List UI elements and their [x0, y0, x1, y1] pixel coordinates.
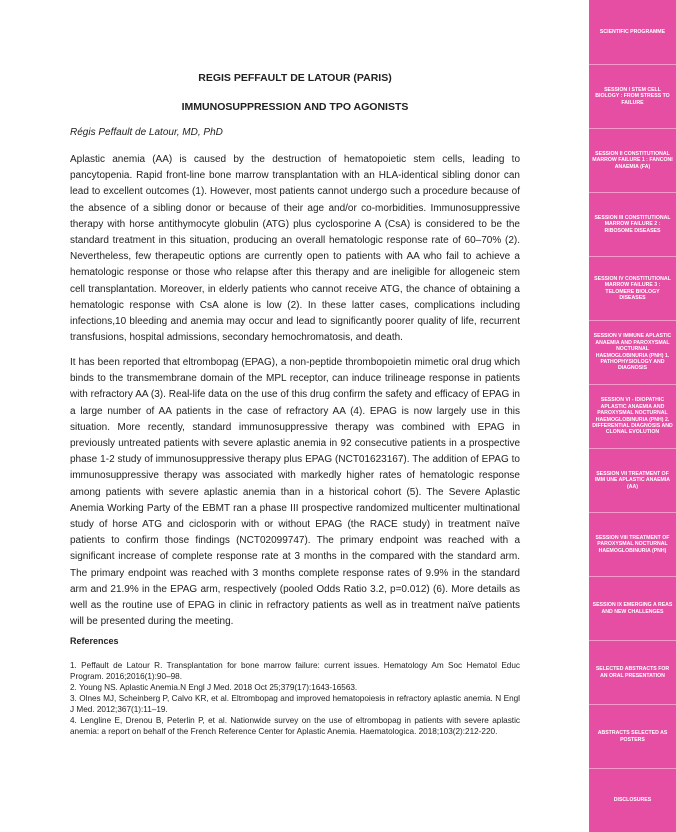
sidebar-item-session-5[interactable]: SESSION V IMMUNE APLASTIC ANAEMIA AND PAROXYSMAL NOCTURNAL HAEMOGLOBINURIA (PNH) 1. PATHOPHYSIOLOGY AND DIAGNOSIS: [589, 320, 676, 384]
abstract-paragraph-2: It has been reported that eltrombopag (EPAG), a non-peptide thrombopoietin mimetic oral drug which binds to the transmembrane domain of the MPL receptor, can induce trilineage response in patients with refractory AA (3). Real-life data on the use of this drug confirm the safety and efficacy of EPAG in a large number of AA patients in the case of refractory AA (4). EPAG is now largely use in this situation. More recently, standard immunosuppressive therapy was combined with EPAG in previously untreated patients with severe aplastic anemia in 92 consecutive patients in a prospective phase 1-2 study of immunosuppressive therapy plus EPAG (NCT01623167). The addition of EPAG to immunosuppressive therapy was associated with markedly higher rates of hematologic response among patients with severe aplastic anemia than in a historical cohort (5). The Severe Aplastic Anemia Working Party of the EBMT ran a phase III prospective randomized multicenter multinational study of horse ATG and ciclosporin with or without EPAG (the RACE study) in treatment naïve patients to confirm those findings (NCT02099747). The primary endpoint was reached with a significant increase of complete response rate at 3 months in the compared with the standard arm. The primary endpoint was reached with 3 months complete response rates of 9.9% in the standard arm and 21.9% in the EPAG arm, respectively (pooled Odds Ratio 3.2, p=0.012) (6). More details as well as the routine use of EPAG in clinic in refractory patients as well as in treatment naïve patients will be presented during the meeting.: [70, 357, 520, 628]
sidebar-item-session-4[interactable]: SESSION IV CONSTITUTIONAL MARROW FAILURE 3 : TELOMERE BIOLOGY DISEASES: [589, 256, 676, 320]
talk-title: IMMUNOSUPPRESSION AND TPO AGONISTS: [181, 101, 409, 113]
sidebar-item-session-3[interactable]: SESSION III CONSTITUTIONAL MARROW FAILURE 2 : RIBOSOME DISEASES: [589, 192, 676, 256]
reference-item: 3. Olnes MJ, Scheinberg P, Calvo KR, et al. Eltrombopag and improved hematopoiesis in refractory aplastic anemia. N Engl J Med. 2012;367(1):11–19.: [70, 694, 520, 714]
session-sidebar: [589, 0, 676, 832]
sidebar-item-session-1[interactable]: SESSION I STEM CELL BIOLOGY : FROM STRESS TO FAILURE: [589, 64, 676, 128]
sidebar-item-disclosures[interactable]: DISCLOSURES: [589, 768, 676, 832]
sidebar-item-session-9[interactable]: SESSION IX EMERGING A REAS AND NEW CHALLENGES: [589, 576, 676, 640]
references-heading: References: [70, 636, 119, 646]
abstract-paragraph-1: Aplastic anemia (AA) is caused by the destruction of hematopoietic stem cells, leading to pancytopenia. Rapid front-line bone marrow transplantation with an HLA-identical sibling donor can lead to excellent outcomes (1). However, most patients cannot undergo such a procedure because of the absence of a sibling donor or because of their age and/or co-morbidities. Immunosuppressive therapy with horse antithymocyte globulin (ATG) plus cyclosporine A (CsA) is considered to be the standard treatment in this situation, producing an overall hematologic response rate of 60–70% (2). Nevertheless, few therapeutic options are currently open to patients with AA who fail to achieve a hematologic response or those who relapse after this therapy and are ineligible for allogeneic stem cell transplantation. Moreover, in elderly patients who cannot receive ATG, the chance of obtaining a hematologic response with CsA alone is low (2). In these latter cases, complications including infections,10 bleeding and anemia may occur and lead to significantly poorer quality of life, recurrent transfusions, hospital admissions, secondary hemochromatosis, and death.: [70, 154, 520, 344]
sidebar-item-session-6[interactable]: SESSION VI - IDIOPATHIC APLASTIC ANAEMIA AND PAROXYSMAL NOCTURNAL HAEMOGLOBINURIA (PNH) 2. DIFFERENTIAL DIAGNOSIS AND CLONAL EVOLUTION: [589, 384, 676, 448]
sidebar-item-scientific-programme[interactable]: SCIENTIFIC PROGRAMME: [599, 28, 666, 35]
sidebar-item-abstracts-posters[interactable]: ABSTRACTS SELECTED AS POSTERS: [589, 704, 676, 768]
author-line: Régis Peffault de Latour, MD, PhD: [70, 127, 223, 138]
references-list: [70, 660, 520, 737]
speaker-title: REGIS PEFFAULT DE LATOUR (PARIS): [198, 72, 392, 84]
reference-item: 2. Young NS. Aplastic Anemia.N Engl J Med. 2018 Oct 25;379(17):1643-16563.: [70, 683, 358, 692]
reference-item: 1. Peffault de Latour R. Transplantation for bone marrow failure: current issues. Hematology Am Soc Hematol Educ Program. 2016;2016(1):90–98.: [70, 661, 520, 681]
sidebar-item-session-8[interactable]: SESSION VIII TREATMENT OF PAROXYSMAL NOCTURNAL HAEMOGLOBINURIA (PNH): [589, 512, 676, 576]
reference-item: 4. Lengline E, Drenou B, Peterlin P, et al. Nationwide survey on the use of eltrombopag in patients with severe aplastic anemia: a report on behalf of the French Reference Center for Aplastic Anemia. Haematologica. 2018;103(2):212-220.: [70, 716, 520, 736]
sidebar-item-session-2[interactable]: SESSION II CONSTITUTIONAL MARROW FAILURE 1 : FANCONI ANAEMIA (FA): [589, 128, 676, 192]
sidebar-item-selected-abstracts-oral[interactable]: SELECTED ABSTRACTS FOR AN ORAL PRESENTATION: [589, 640, 676, 704]
sidebar-item-session-7[interactable]: SESSION VII TREATMENT OF IMM UNE APLASTIC ANAEMIA (AA): [589, 448, 676, 512]
